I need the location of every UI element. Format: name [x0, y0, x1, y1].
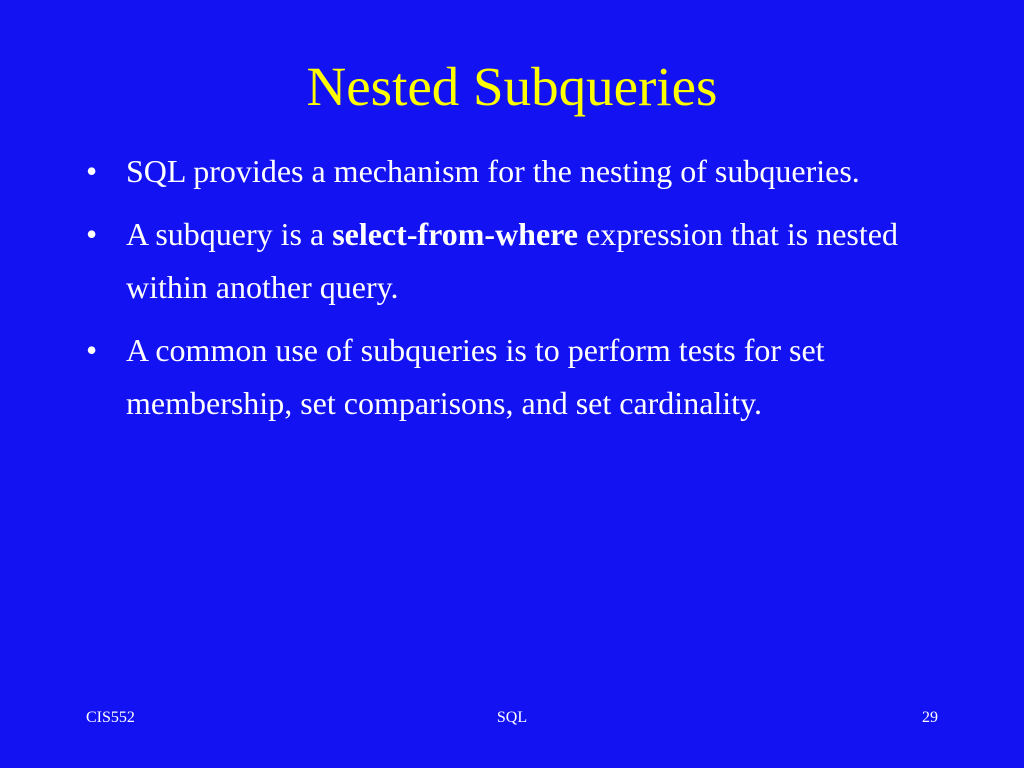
bullet-text: A common use of subqueries is to perform tests for set membership, set comparisons, and set cardinality. — [126, 332, 825, 421]
footer-page-number: 29 — [922, 709, 938, 726]
bullet-item-1 — [86, 145, 906, 198]
bullet-bold-text: select-from-where — [332, 216, 578, 252]
bullet-item-3 — [86, 324, 906, 430]
footer-course-label: CIS552 — [86, 709, 135, 726]
bullet-text: SQL provides a mechanism for the nesting of subqueries. — [126, 153, 860, 189]
bullet-dot-icon: • — [86, 153, 98, 189]
bullet-item-2 — [86, 208, 906, 314]
bullet-list — [86, 145, 906, 440]
footer-topic-label: SQL — [496, 709, 528, 726]
bullet-dot-icon: • — [86, 216, 98, 252]
bullet-text: A subquery is a — [126, 216, 333, 252]
bullet-dot-icon: • — [86, 332, 98, 368]
slide-title: Nested Subqueries — [306, 56, 718, 117]
bullet-text-after: expression that is nested within another query. — [126, 216, 898, 305]
